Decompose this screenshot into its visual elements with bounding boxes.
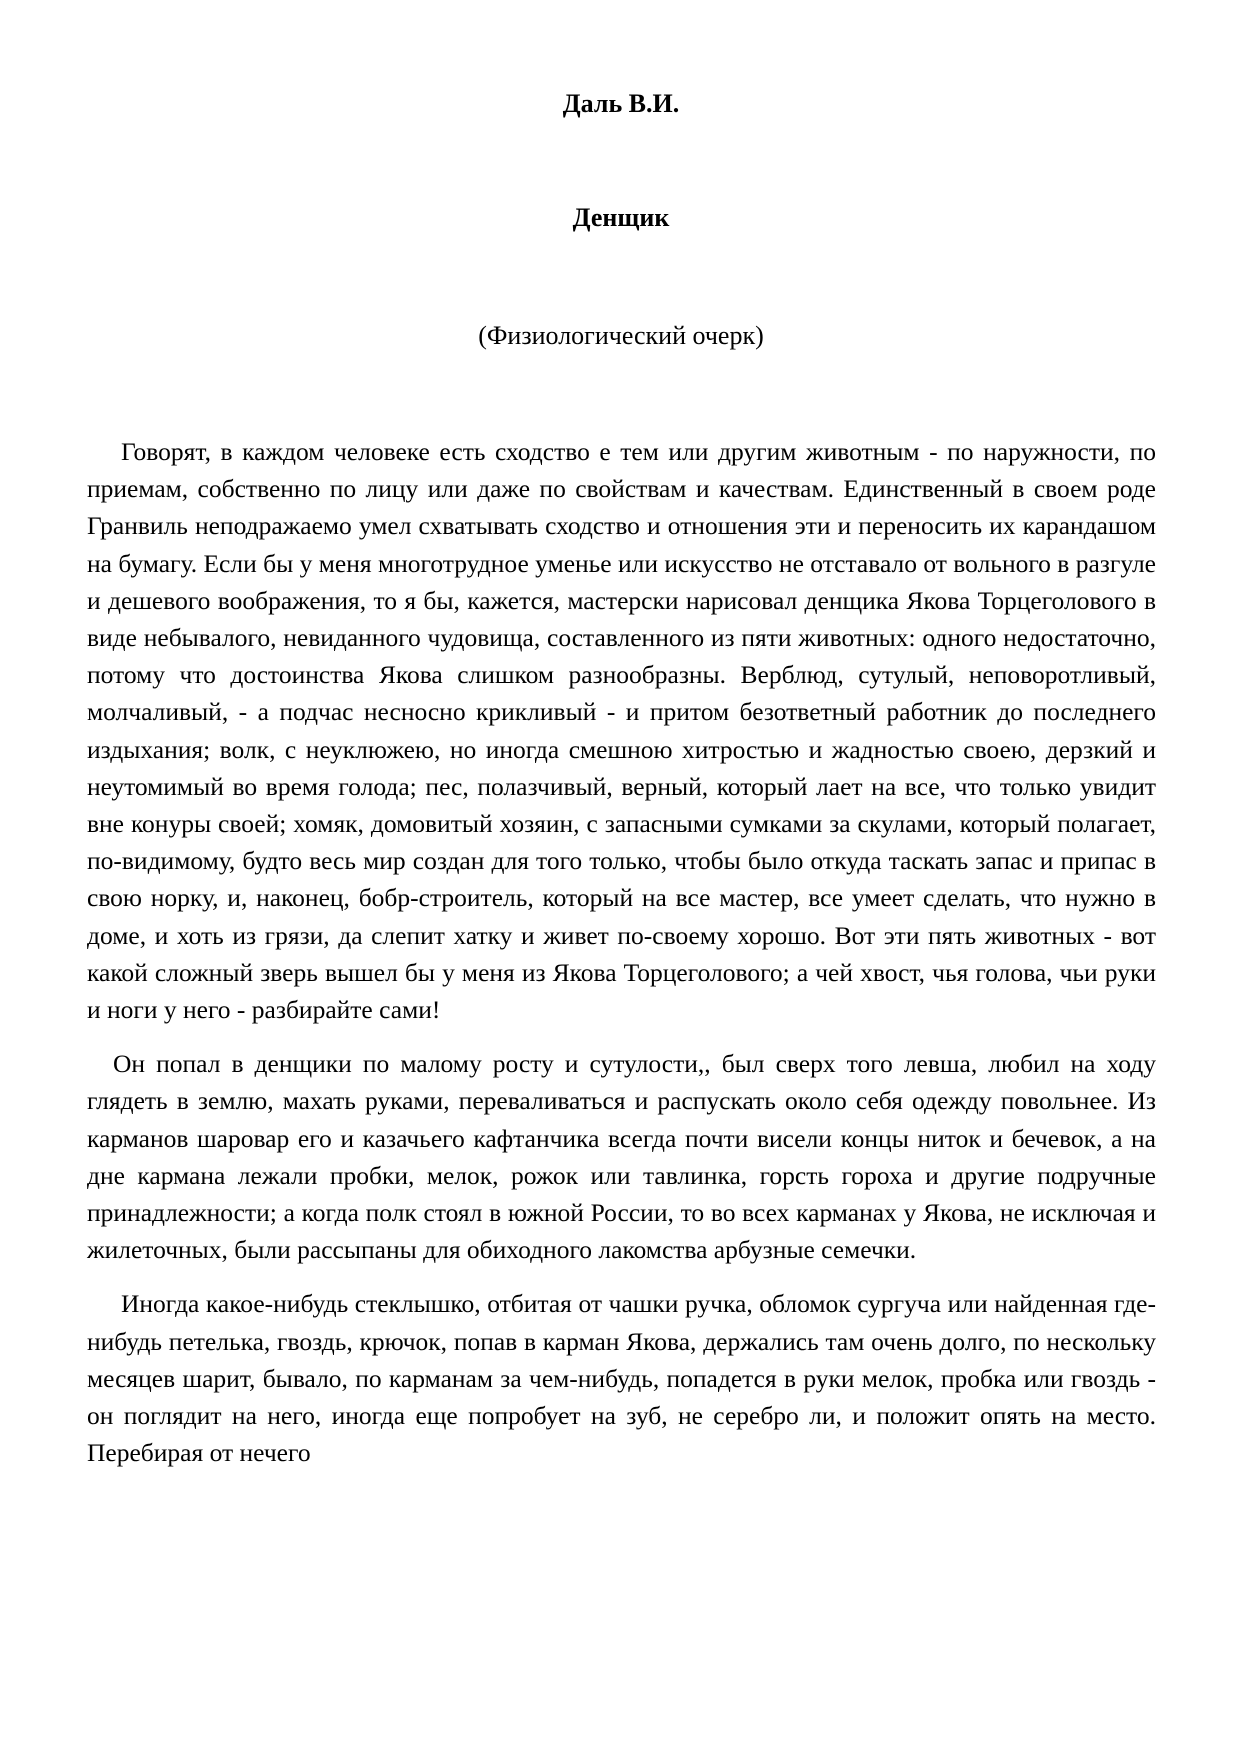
paragraph-1: Говорят, в каждом человеке есть сходство е тем или другим животным - по наружности, по приемам, собственно по лицу или даже по свойствам и качествам. Единственный в своем роде Гранвиль неподражаемо умел схватывать сходство и отношения эти и переносить их карандашом на бумагу. Если бы у меня многотрудное уменье или искусство не отставало от вольного в разгуле и дешевого воображения, то я бы, кажется, мастерски нарисовал денщика Якова Торцеголового в виде небывалого, невиданного чудовища, составленного из пяти животных: одного недостаточно, потому что достоинства Якова слишком разнообразны. Верблюд, сутулый, неповоротливый, молчаливый, - а подчас несносно крикливый - и притом безответный работник до последнего издыхания; волк, с неуклюжею, но иногда смешною хитростью и жадностью своею, дерзкий и неутомимый во время голода; пес, полазчивый, верный, который лает на все, что только увидит вне конуры своей; хомяк, домовитый хозяин, с запасными сумками за скулами, который полагает, по-видимому, будто весь мир создан для того только, чтобы было откуда таскать запас и припас в свою норку, и, наконец, бобр-строитель, который на все мастер, все умеет сделать, что нужно в доме, и хоть из грязи, да слепит хатку и живет по-своему хорошо. Вот эти пять животных - вот какой сложный зверь вышел бы у меня из Якова Торцеголового; а чей хвост, чья голова, чьи руки и ноги у него - разбирайте сами! — [87, 437, 1156, 1025]
paragraph-3: Иногда какое-нибудь стеклышко, отбитая от чашки ручка, обломок сургуча или найденная где-нибудь петелька, гвоздь, крючок, попав в карман Якова, держались там очень долго, по нескольку месяцев шарит, бывало, по карманам за чем-нибудь, попадется в руки мелок, пробка или гвоздь - он поглядит на него, иногда еще попробует на зуб, не серебро ли, и положит опять на место. Перебирая от нечего — [87, 1289, 1156, 1468]
paragraph-2: Он попал в денщики по малому росту и сутулости,, был сверх того левша, любил на ходу глядеть в землю, махать руками, переваливаться и распускать около себя одежду повольнее. Из карманов шаровар его и казачьего кафтанчика всегда почти висели концы ниток и бечевок, а на дне кармана лежали пробки, мелок, рожок или тавлинка, горсть гороха и другие подручные принадлежности; а когда полк стоял в южной России, то во всех карманах у Якова, не исключая и жилеточных, были рассыпаны для обиходного лакомства арбузные семечки. — [87, 1049, 1156, 1265]
author-heading: Даль В.И. — [562, 89, 680, 118]
page-title: Денщик — [572, 203, 670, 232]
page-subtitle: (Физиологический очерк) — [478, 321, 764, 350]
body-text — [87, 433, 1156, 1471]
